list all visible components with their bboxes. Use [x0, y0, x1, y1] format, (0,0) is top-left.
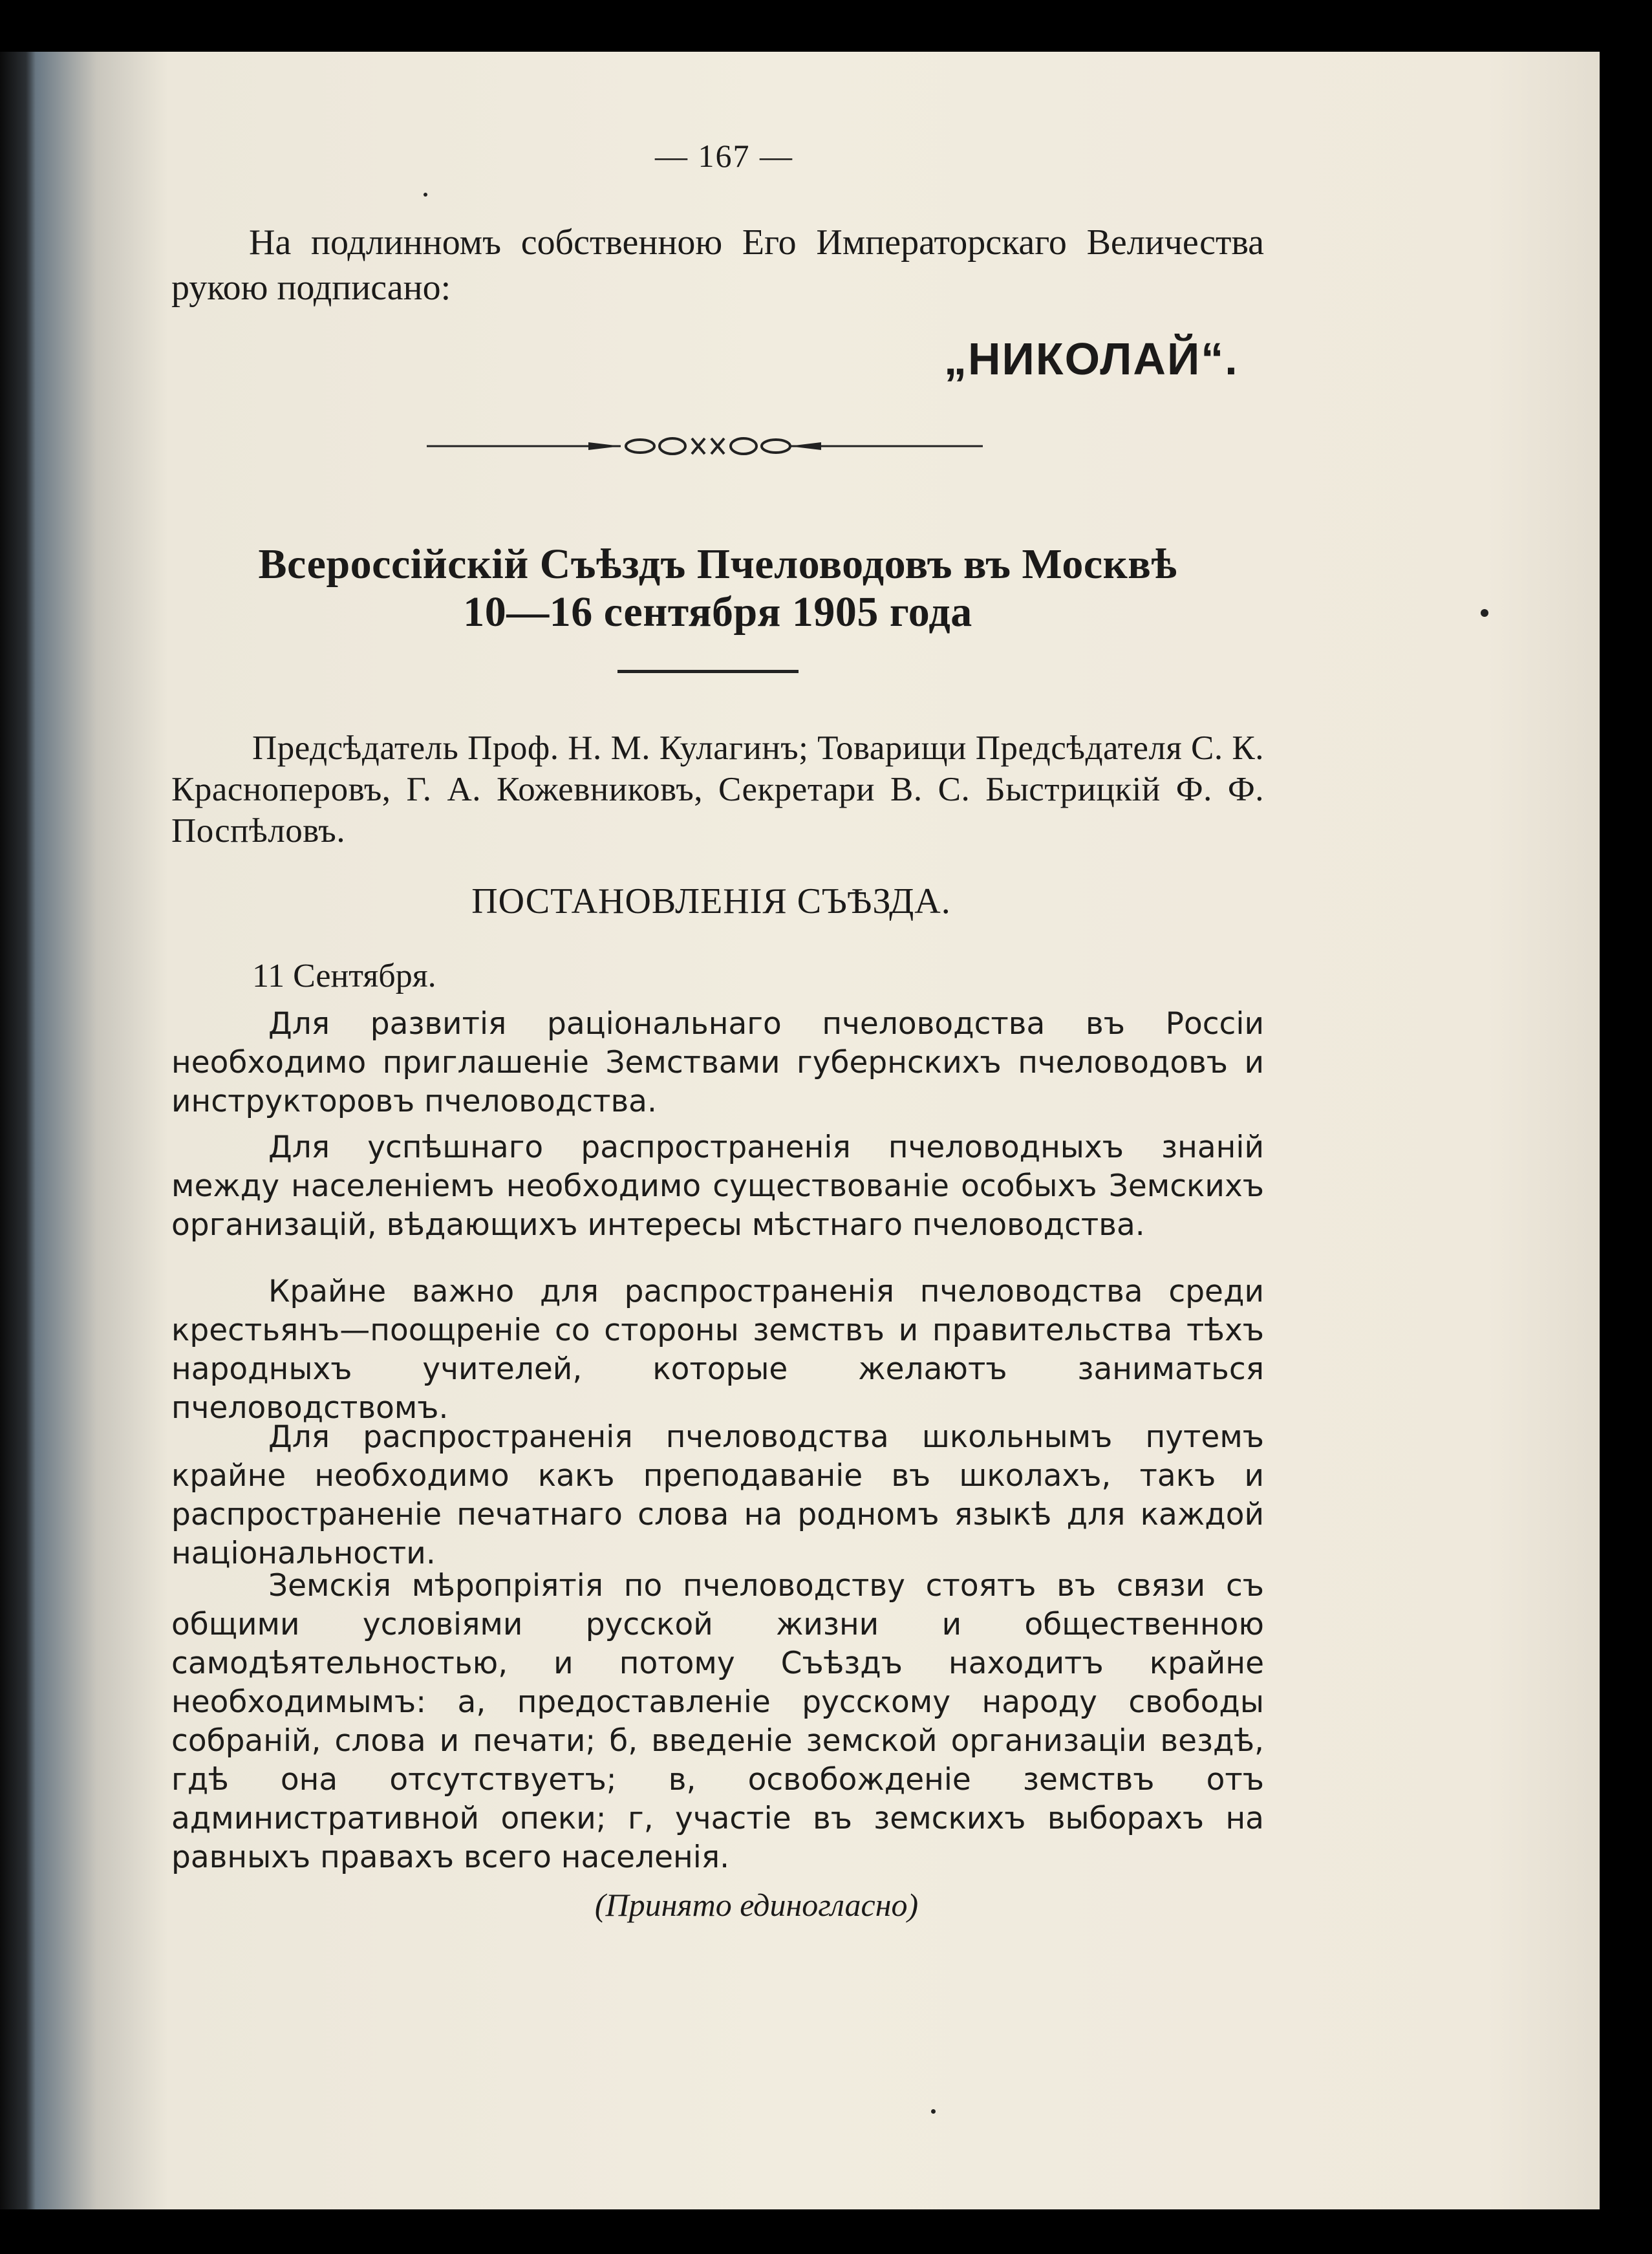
- ornamental-divider: [427, 427, 983, 466]
- session-date: 11 Сентября.: [252, 958, 436, 994]
- imperial-signature: „НИКОЛАЙ“.: [944, 334, 1239, 384]
- ink-speck: [1481, 609, 1488, 617]
- authorization-text: На подлинномъ собственною Его Императорскаго Величества рукою подписано:: [171, 222, 1264, 308]
- resolution-paragraph: Земскія мѣропріятія по пчеловодству стоятъ въ связи съ общими условіями русской жизни и общественною самодѣятельностью, и потому Съѣздъ находитъ крайне необходимымъ: а, предоставленіе русскому народу свободы собраній, слова и печати; б, введеніе земской организаціи вездѣ, гдѣ она отсутствуетъ; в, освобожденіе земствъ отъ административной опеки; г, участіе въ земскихъ выборахъ на равныхъ правахъ всего населенія.: [171, 1568, 1264, 1875]
- heading-line-2: 10—16 сентября 1905 года: [463, 588, 972, 636]
- resolution-paragraph: Для развитія раціональнаго пчеловодства въ Россіи необходимо приглашеніе Земствами губернскихъ пчеловодовъ и инструкторовъ пчеловодства.: [171, 1006, 1264, 1119]
- heading-line-1: Всероссійскій Съѣздъ Пчеловодовъ въ Москвѣ: [258, 541, 1177, 588]
- heading-rule: [617, 670, 799, 673]
- resolution-paragraph: Крайне важно для распространенія пчеловодства среди крестьянъ—поощреніе со стороны земствъ и правительства тѣхъ народныхъ учителей, которые желаютъ заниматься пчеловодствомъ.: [171, 1274, 1264, 1426]
- section-title: ПОСТАНОВЛЕНІЯ СЪѢЗДА.: [471, 881, 951, 921]
- page-number: — 167 —: [655, 138, 793, 174]
- adoption-note: (Принято единогласно): [594, 1887, 919, 1923]
- binding-shadow: [0, 52, 36, 2209]
- ink-speck: [931, 2109, 936, 2114]
- ink-speck: [424, 193, 427, 197]
- officers-list: Предсѣдатель Проф. Н. М. Кулагинъ; Товарищи Предсѣдателя С. К. Красноперовъ, Г. А. Кожевниковъ, Секретари В. С. Быстрицкій Ф. Ф. Поспѣловъ.: [171, 729, 1264, 850]
- congress-heading: [155, 541, 1280, 636]
- resolution-paragraph: Для распространенія пчеловодства школьнымъ путемъ крайне необходимо какъ преподаваніе въ школахъ, такъ и распространеніе печатнаго слова на родномъ языкѣ для каждой національности.: [171, 1419, 1264, 1571]
- resolution-paragraph: Для успѣшнаго распространенія пчеловодныхъ знаній между населеніемъ необходимо существованіе особыхъ Земскихъ организацій, вѣдающихъ интересы мѣстнаго пчеловодства.: [171, 1130, 1264, 1243]
